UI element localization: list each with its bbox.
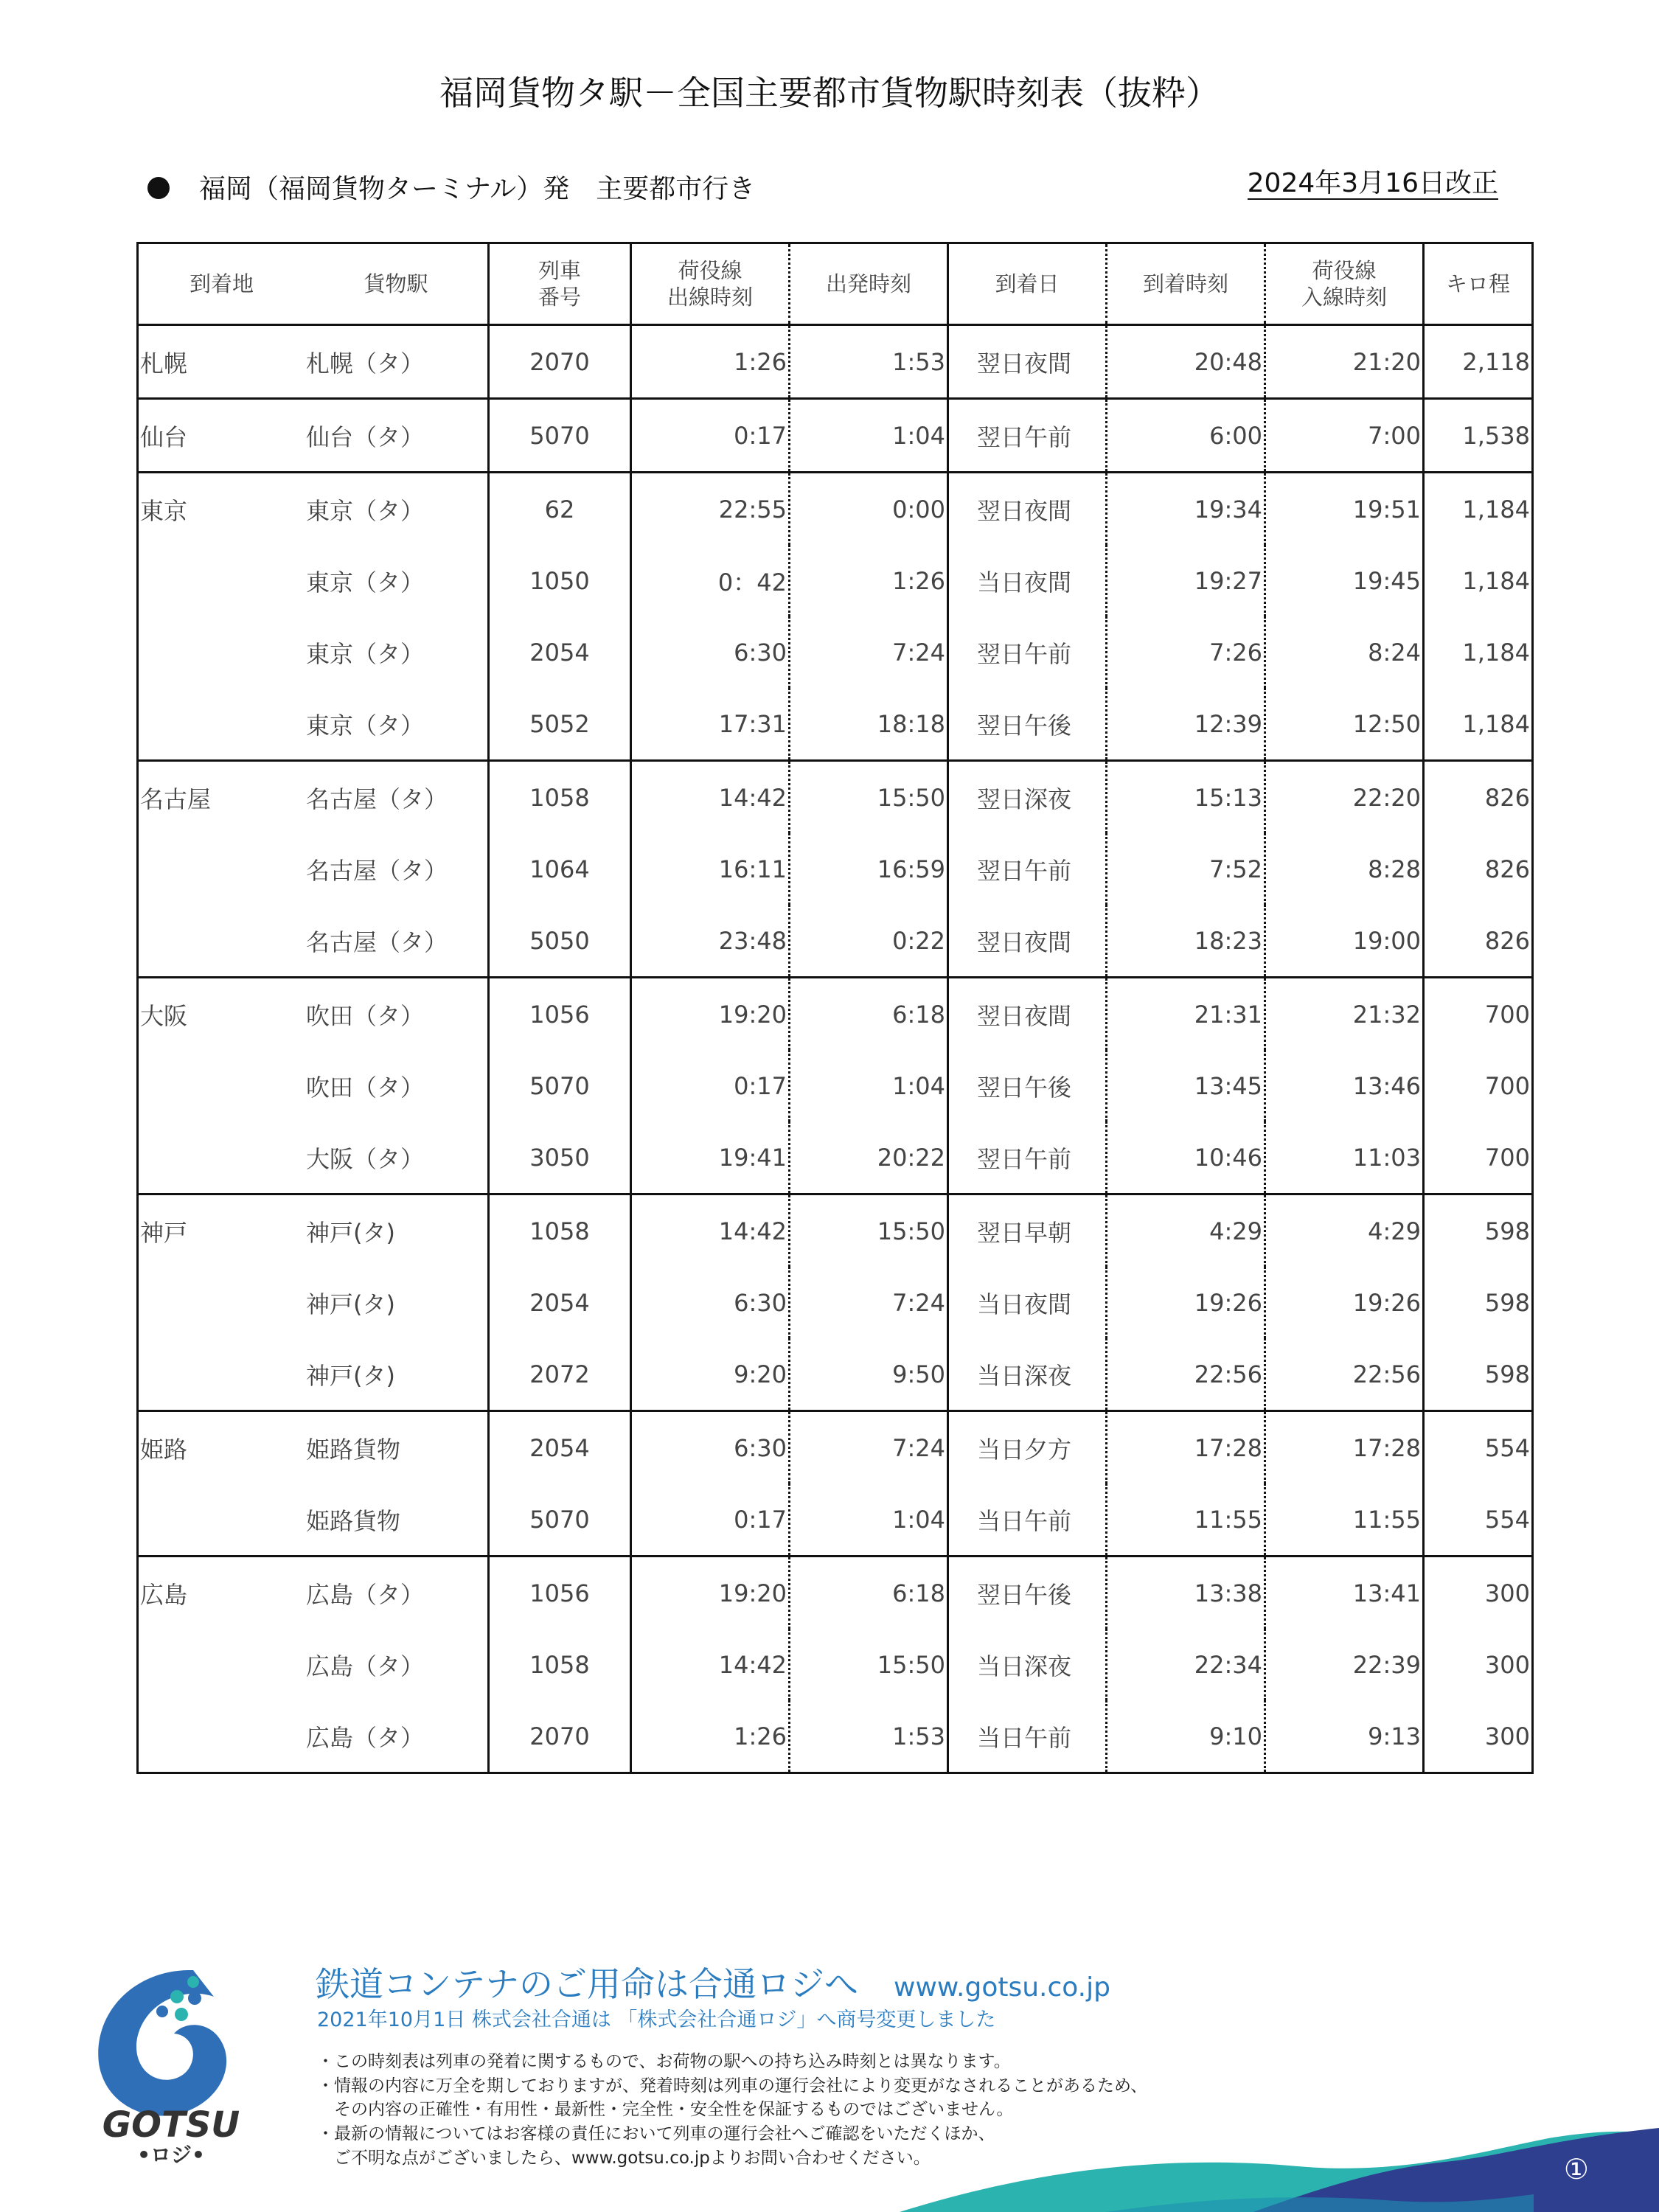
arrival-day: 翌日午後 xyxy=(948,1557,1107,1630)
freight-station: 吹田（タ） xyxy=(305,978,489,1051)
departure-time: 15:50 xyxy=(790,761,948,834)
slogan-text: 鉄道コンテナのご用命は合通ロジへ xyxy=(316,1964,858,2004)
departure-time: 7:24 xyxy=(790,1267,948,1338)
unload-in-time: 13:41 xyxy=(1265,1557,1424,1630)
load-out-time: 9:20 xyxy=(631,1338,790,1411)
freight-station: 東京（タ） xyxy=(306,568,425,597)
header-train: 列車 番号 xyxy=(489,243,631,325)
rename-notice: 2021年10月1日 株式会社合通は 「株式会社合通ロジ」へ商号変更しました xyxy=(317,2008,996,2031)
dest-city xyxy=(138,1121,305,1194)
table-row xyxy=(138,1557,1533,1630)
distance-km: 826 xyxy=(1424,761,1533,834)
dest-city xyxy=(138,545,305,616)
table-row xyxy=(138,905,1533,978)
header-day: 到着日 xyxy=(948,243,1107,325)
unload-in-time: 12:50 xyxy=(1265,688,1424,761)
arrival-time: 11:55 xyxy=(1107,1484,1265,1557)
arrival-time: 19:27 xyxy=(1107,545,1265,616)
distance-km: 554 xyxy=(1424,1484,1533,1557)
arrival-time: 12:39 xyxy=(1107,688,1265,761)
dest-city: 神戸 xyxy=(138,1194,305,1267)
arrival-time: 10:46 xyxy=(1107,1121,1265,1194)
header-load: 荷役線 出線時刻 xyxy=(631,243,790,325)
unload-in-time: 11:03 xyxy=(1265,1121,1424,1194)
load-out-time: 19:41 xyxy=(631,1121,790,1194)
arrival-time: 13:38 xyxy=(1107,1557,1265,1630)
load-out-time: 16:11 xyxy=(631,833,790,905)
table-row xyxy=(138,1194,1533,1267)
unload-in-time: 19:00 xyxy=(1265,905,1424,978)
unload-in-time: 17:28 xyxy=(1265,1411,1424,1484)
arrival-day: 翌日午後 xyxy=(948,1050,1107,1121)
dest-city xyxy=(138,616,305,688)
freight-station: 名古屋（タ） xyxy=(306,856,448,885)
arrival-time: 6:00 xyxy=(1107,399,1265,473)
dest-city: 仙台 xyxy=(138,399,305,473)
unload-in-time: 7:00 xyxy=(1265,399,1424,473)
distance-km: 554 xyxy=(1424,1411,1533,1484)
dest-city: 東京 xyxy=(138,473,305,546)
arrival-day: 翌日午前 xyxy=(948,616,1107,688)
train-number: 62 xyxy=(489,473,631,546)
arrival-time: 19:34 xyxy=(1107,473,1265,546)
load-out-time: 22:55 xyxy=(631,473,790,546)
header-station: 貨物駅 xyxy=(305,243,489,325)
table-row xyxy=(138,1050,1533,1121)
page-title: 福岡貨物タ駅－全国主要都市貨物駅時刻表（抜粋） xyxy=(439,73,1220,113)
distance-km: 300 xyxy=(1424,1700,1533,1773)
bullet-dot xyxy=(147,177,170,199)
departure-time: 15:50 xyxy=(790,1194,948,1267)
freight-station: 札幌（タ） xyxy=(306,349,425,378)
dest-city xyxy=(138,1267,305,1338)
arrival-time: 13:45 xyxy=(1107,1050,1265,1121)
unload-in-time: 19:26 xyxy=(1265,1267,1424,1338)
note-line: ご不明な点がございましたら、www.gotsu.co.jpよりお問い合わせください。 xyxy=(317,2148,931,2168)
footer-url[interactable]: www.gotsu.co.jp xyxy=(894,1972,1110,2003)
freight-station: 東京（タ） xyxy=(306,711,425,740)
departure-time: 1:04 xyxy=(790,1484,948,1557)
departure-time: 1:53 xyxy=(790,1700,948,1773)
unload-in-time: 19:51 xyxy=(1265,473,1424,546)
section-heading xyxy=(147,168,755,206)
header-unload: 荷役線 入線時刻 xyxy=(1265,243,1424,325)
distance-km: 700 xyxy=(1424,978,1533,1051)
load-out-time: 23:48 xyxy=(631,905,790,978)
departure-time: 0:22 xyxy=(790,905,948,978)
table-row xyxy=(138,688,1533,761)
departure-time: 16:59 xyxy=(790,833,948,905)
arrival-day: 当日夜間 xyxy=(948,1267,1107,1338)
dest-city xyxy=(138,905,305,978)
arrival-day: 翌日午前 xyxy=(948,399,1107,473)
load-out-time: 14:42 xyxy=(631,1194,790,1267)
load-out-time: 1:26 xyxy=(631,325,790,399)
note-line: ・情報の内容に万全を期しておりますが、発着時刻は列車の運行会社により変更がなされることがあるため、 xyxy=(317,2076,1148,2096)
freight-station: 神戸(タ) xyxy=(306,1361,395,1390)
train-number: 1064 xyxy=(489,833,631,905)
table-row xyxy=(138,616,1533,688)
load-out-time: 14:42 xyxy=(631,1629,790,1700)
header-km: キロ程 xyxy=(1424,243,1533,325)
timetable-header xyxy=(138,243,1533,325)
table-row xyxy=(138,1338,1533,1411)
dest-city: 名古屋 xyxy=(138,761,305,834)
dest-city xyxy=(138,1700,305,1773)
train-number: 5052 xyxy=(489,688,631,761)
unload-in-time: 4:29 xyxy=(1265,1194,1424,1267)
arrival-day: 翌日深夜 xyxy=(948,761,1107,834)
table-row xyxy=(138,1700,1533,1773)
header-dep: 出発時刻 xyxy=(790,243,948,325)
train-number: 5070 xyxy=(489,1484,631,1557)
arrival-time: 22:34 xyxy=(1107,1629,1265,1700)
train-number: 1056 xyxy=(489,1557,631,1630)
table-row xyxy=(138,1267,1533,1338)
section-heading-text: 福岡（福岡貨物ターミナル）発 主要都市行き xyxy=(199,174,756,204)
departure-time: 0:00 xyxy=(790,473,948,546)
departure-time: 1:53 xyxy=(790,325,948,399)
load-out-time: 14:42 xyxy=(631,761,790,834)
load-out-time: 19:20 xyxy=(631,978,790,1051)
departure-time: 18:18 xyxy=(790,688,948,761)
unload-in-time: 8:24 xyxy=(1265,616,1424,688)
table-row xyxy=(138,545,1533,616)
table-row xyxy=(138,978,1533,1051)
arrival-day: 当日午前 xyxy=(948,1484,1107,1557)
arrival-day: 翌日夜間 xyxy=(948,978,1107,1051)
unload-in-time: 21:32 xyxy=(1265,978,1424,1051)
dest-city: 大阪 xyxy=(138,978,305,1051)
distance-km: 826 xyxy=(1424,833,1533,905)
arrival-time: 7:52 xyxy=(1107,833,1265,905)
train-number: 5050 xyxy=(489,905,631,978)
departure-time: 7:24 xyxy=(790,616,948,688)
train-number: 2054 xyxy=(489,616,631,688)
distance-km: 300 xyxy=(1424,1557,1533,1630)
freight-station: 広島（タ） xyxy=(306,1652,425,1680)
distance-km: 598 xyxy=(1424,1338,1533,1411)
train-number: 5070 xyxy=(489,1050,631,1121)
load-out-time: 6:30 xyxy=(631,616,790,688)
arrival-day: 翌日午後 xyxy=(948,688,1107,761)
arrival-day: 当日夜間 xyxy=(948,545,1107,616)
dest-city: 札幌 xyxy=(140,349,188,378)
arrival-time: 20:48 xyxy=(1107,325,1265,399)
table-row xyxy=(138,1411,1533,1484)
load-out-time: 0:17 xyxy=(631,1050,790,1121)
table-row xyxy=(138,1484,1533,1557)
departure-time: 15:50 xyxy=(790,1629,948,1700)
departure-time: 6:18 xyxy=(790,978,948,1051)
distance-km: 700 xyxy=(1424,1121,1533,1194)
departure-time: 1:04 xyxy=(790,399,948,473)
unload-in-time: 22:39 xyxy=(1265,1629,1424,1700)
freight-station: 東京（タ） xyxy=(306,639,425,668)
train-number: 3050 xyxy=(489,1121,631,1194)
departure-time: 1:04 xyxy=(790,1050,948,1121)
distance-km: 1,538 xyxy=(1424,399,1533,473)
train-number: 1056 xyxy=(489,978,631,1051)
freight-station: 大阪（タ） xyxy=(306,1144,425,1173)
logo-subtext: •ロジ• xyxy=(137,2143,205,2167)
freight-station: 神戸(タ) xyxy=(305,1194,489,1267)
arrival-day: 翌日夜間 xyxy=(948,473,1107,546)
freight-station: 姫路貨物 xyxy=(306,1506,401,1535)
timetable xyxy=(136,242,1534,1774)
arrival-day: 当日夕方 xyxy=(948,1411,1107,1484)
arrival-day: 翌日夜間 xyxy=(948,325,1107,399)
header-arr: 到着時刻 xyxy=(1107,243,1265,325)
footer-slogan xyxy=(316,1958,1110,2006)
dest-city xyxy=(138,833,305,905)
arrival-day: 当日深夜 xyxy=(948,1629,1107,1700)
load-out-time: 6:30 xyxy=(631,1411,790,1484)
arrival-day: 翌日午前 xyxy=(948,833,1107,905)
distance-km: 1,184 xyxy=(1424,616,1533,688)
distance-km: 598 xyxy=(1424,1267,1533,1338)
page-number: ① xyxy=(1563,2153,1589,2185)
freight-station: 神戸(タ) xyxy=(306,1290,395,1318)
note-line: ・この時刻表は列車の発着に関するもので、お荷物の駅への持ち込み時刻とは異なります。 xyxy=(317,2052,1011,2071)
footer-wave xyxy=(0,2124,1659,2212)
arrival-day: 当日午前 xyxy=(948,1700,1107,1773)
distance-km: 700 xyxy=(1424,1050,1533,1121)
freight-station: 名古屋（タ） xyxy=(305,761,489,834)
timetable-body xyxy=(138,325,1533,1773)
logo-text: GOTSU xyxy=(102,2104,240,2146)
load-out-time: 0:17 xyxy=(631,1484,790,1557)
train-number: 1050 xyxy=(489,545,631,616)
train-number: 2054 xyxy=(489,1411,631,1484)
dest-city xyxy=(138,688,305,761)
table-row xyxy=(138,473,1533,546)
arrival-time: 17:28 xyxy=(1107,1411,1265,1484)
train-number: 1058 xyxy=(489,1194,631,1267)
unload-in-time: 22:56 xyxy=(1265,1338,1424,1411)
freight-station: 仙台（タ） xyxy=(305,399,489,473)
unload-in-time: 19:45 xyxy=(1265,545,1424,616)
train-number: 2070 xyxy=(489,1700,631,1773)
freight-station: 東京（タ） xyxy=(305,473,489,546)
load-out-time: 1:26 xyxy=(631,1700,790,1773)
distance-km: 1,184 xyxy=(1424,473,1533,546)
train-number: 1058 xyxy=(489,761,631,834)
departure-time: 9:50 xyxy=(790,1338,948,1411)
arrival-day: 翌日午前 xyxy=(948,1121,1107,1194)
unload-in-time: 8:28 xyxy=(1265,833,1424,905)
load-out-time: 0:17 xyxy=(631,399,790,473)
arrival-time: 4:29 xyxy=(1107,1194,1265,1267)
freight-station: 広島（タ） xyxy=(306,1723,425,1752)
unload-in-time: 9:13 xyxy=(1265,1700,1424,1773)
arrival-time: 21:31 xyxy=(1107,978,1265,1051)
note-line: ・最新の情報についてはお客様の責任において列車の運行会社へご確認をいただくほか、 xyxy=(317,2124,995,2143)
unload-in-time: 11:55 xyxy=(1265,1484,1424,1557)
table-row xyxy=(138,399,1533,473)
dest-city xyxy=(138,1484,305,1557)
note-line: その内容の正確性・有用性・最新性・完全性・安全性を保証するものではございません。 xyxy=(317,2100,1014,2120)
distance-km: 300 xyxy=(1424,1629,1533,1700)
distance-km: 2,118 xyxy=(1424,325,1533,399)
freight-station: 広島（タ） xyxy=(305,1557,489,1630)
train-number: 1058 xyxy=(489,1629,631,1700)
table-row xyxy=(138,325,1533,399)
arrival-time: 19:26 xyxy=(1107,1267,1265,1338)
revision-date: 2024年3月16日改正 xyxy=(1248,168,1498,200)
arrival-time: 15:13 xyxy=(1107,761,1265,834)
dest-city xyxy=(138,1050,305,1121)
header-dest: 到着地 xyxy=(138,243,305,325)
load-out-time: 19:20 xyxy=(631,1557,790,1630)
train-number: 2070 xyxy=(489,325,631,399)
train-number: 2072 xyxy=(489,1338,631,1411)
unload-in-time: 21:20 xyxy=(1265,325,1424,399)
load-out-time: 0：42 xyxy=(631,545,790,616)
arrival-day: 翌日早朝 xyxy=(948,1194,1107,1267)
distance-km: 1,184 xyxy=(1424,688,1533,761)
unload-in-time: 13:46 xyxy=(1265,1050,1424,1121)
dest-city xyxy=(138,1629,305,1700)
distance-km: 826 xyxy=(1424,905,1533,978)
arrival-day: 当日深夜 xyxy=(948,1338,1107,1411)
distance-km: 598 xyxy=(1424,1194,1533,1267)
dest-city xyxy=(138,1338,305,1411)
table-row xyxy=(138,1629,1533,1700)
arrival-time: 9:10 xyxy=(1107,1700,1265,1773)
dest-city: 広島 xyxy=(138,1557,305,1630)
train-number: 2054 xyxy=(489,1267,631,1338)
arrival-time: 18:23 xyxy=(1107,905,1265,978)
arrival-day: 翌日夜間 xyxy=(948,905,1107,978)
train-number: 5070 xyxy=(489,399,631,473)
departure-time: 1:26 xyxy=(790,545,948,616)
table-row xyxy=(138,833,1533,905)
freight-station: 吹田（タ） xyxy=(306,1073,425,1102)
freight-station: 名古屋（タ） xyxy=(306,928,448,956)
dest-city: 姫路 xyxy=(138,1411,305,1484)
unload-in-time: 22:20 xyxy=(1265,761,1424,834)
table-row xyxy=(138,1121,1533,1194)
departure-time: 6:18 xyxy=(790,1557,948,1630)
arrival-time: 7:26 xyxy=(1107,616,1265,688)
load-out-time: 17:31 xyxy=(631,688,790,761)
distance-km: 1,184 xyxy=(1424,545,1533,616)
table-row xyxy=(138,761,1533,834)
arrival-time: 22:56 xyxy=(1107,1338,1265,1411)
freight-station: 姫路貨物 xyxy=(305,1411,489,1484)
departure-time: 20:22 xyxy=(790,1121,948,1194)
load-out-time: 6:30 xyxy=(631,1267,790,1338)
departure-time: 7:24 xyxy=(790,1411,948,1484)
